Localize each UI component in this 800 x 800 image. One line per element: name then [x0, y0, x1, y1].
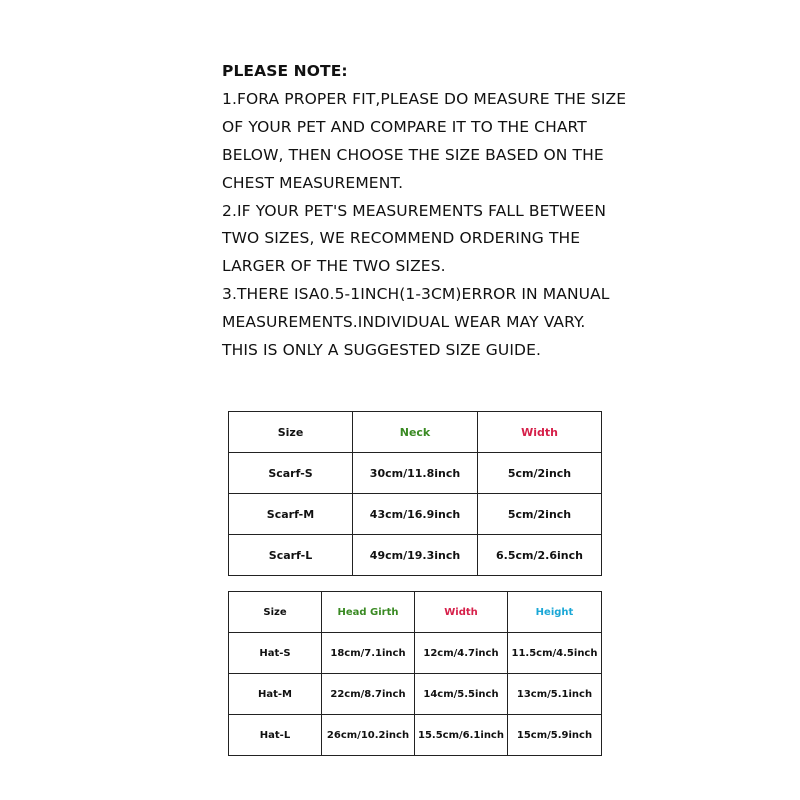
table-cell: Hat-L	[229, 715, 322, 756]
table-header-row	[229, 412, 602, 453]
table-cell: 12cm/4.7inch	[415, 633, 508, 674]
table-row	[229, 453, 602, 494]
note-line: TWO SIZES, WE RECOMMEND ORDERING THE	[222, 229, 581, 248]
scarf-size-table	[228, 411, 602, 576]
table-cell: Hat-M	[229, 674, 322, 715]
note-heading: PLEASE NOTE:	[222, 62, 348, 80]
header-width: Width	[478, 412, 602, 453]
table-header-row	[229, 592, 602, 633]
table-cell: 5cm/2inch	[478, 494, 602, 535]
hat-size-table	[228, 591, 602, 756]
table-cell: 13cm/5.1inch	[508, 674, 602, 715]
header-neck: Neck	[353, 412, 478, 453]
header-width: Width	[415, 592, 508, 633]
table-cell: 5cm/2inch	[478, 453, 602, 494]
header-size: Size	[229, 592, 322, 633]
note-line: 1.FORA PROPER FIT,PLEASE DO MEASURE THE SIZE	[222, 89, 627, 108]
table-cell: 22cm/8.7inch	[322, 674, 415, 715]
table-cell: Scarf-M	[229, 494, 353, 535]
header-size: Size	[229, 412, 353, 453]
note-line: LARGER OF THE TWO SIZES.	[222, 257, 446, 276]
table-cell: Hat-S	[229, 633, 322, 674]
table-cell: 43cm/16.9inch	[353, 494, 478, 535]
note-line: 2.IF YOUR PET'S MEASUREMENTS FALL BETWEEN	[222, 201, 607, 220]
header-height: Height	[508, 592, 602, 633]
note-line: OF YOUR PET AND COMPARE IT TO THE CHART	[222, 117, 587, 136]
note-line: BELOW, THEN CHOOSE THE SIZE BASED ON THE	[222, 145, 604, 164]
table-row	[229, 535, 602, 576]
table-cell: 26cm/10.2inch	[322, 715, 415, 756]
note-line: 3.THERE ISA0.5-1INCH(1-3CM)ERROR IN MANUAL	[222, 285, 610, 304]
note-line: CHEST MEASUREMENT.	[222, 173, 404, 192]
table-cell: 18cm/7.1inch	[322, 633, 415, 674]
table-cell: 15cm/5.9inch	[508, 715, 602, 756]
table-cell: 30cm/11.8inch	[353, 453, 478, 494]
table-cell: 14cm/5.5inch	[415, 674, 508, 715]
table-cell: 6.5cm/2.6inch	[478, 535, 602, 576]
table-row	[229, 494, 602, 535]
note-line: MEASUREMENTS.INDIVIDUAL WEAR MAY VARY.	[222, 313, 586, 332]
table-cell: 49cm/19.3inch	[353, 535, 478, 576]
table-row	[229, 633, 602, 674]
table-cell: Scarf-L	[229, 535, 353, 576]
table-cell: 15.5cm/6.1inch	[415, 715, 508, 756]
table-row	[229, 674, 602, 715]
size-note	[222, 58, 642, 365]
table-row	[229, 715, 602, 756]
note-line: THIS IS ONLY A SUGGESTED SIZE GUIDE.	[222, 341, 541, 360]
table-cell: Scarf-S	[229, 453, 353, 494]
table-cell: 11.5cm/4.5inch	[508, 633, 602, 674]
header-head-girth: Head Girth	[322, 592, 415, 633]
